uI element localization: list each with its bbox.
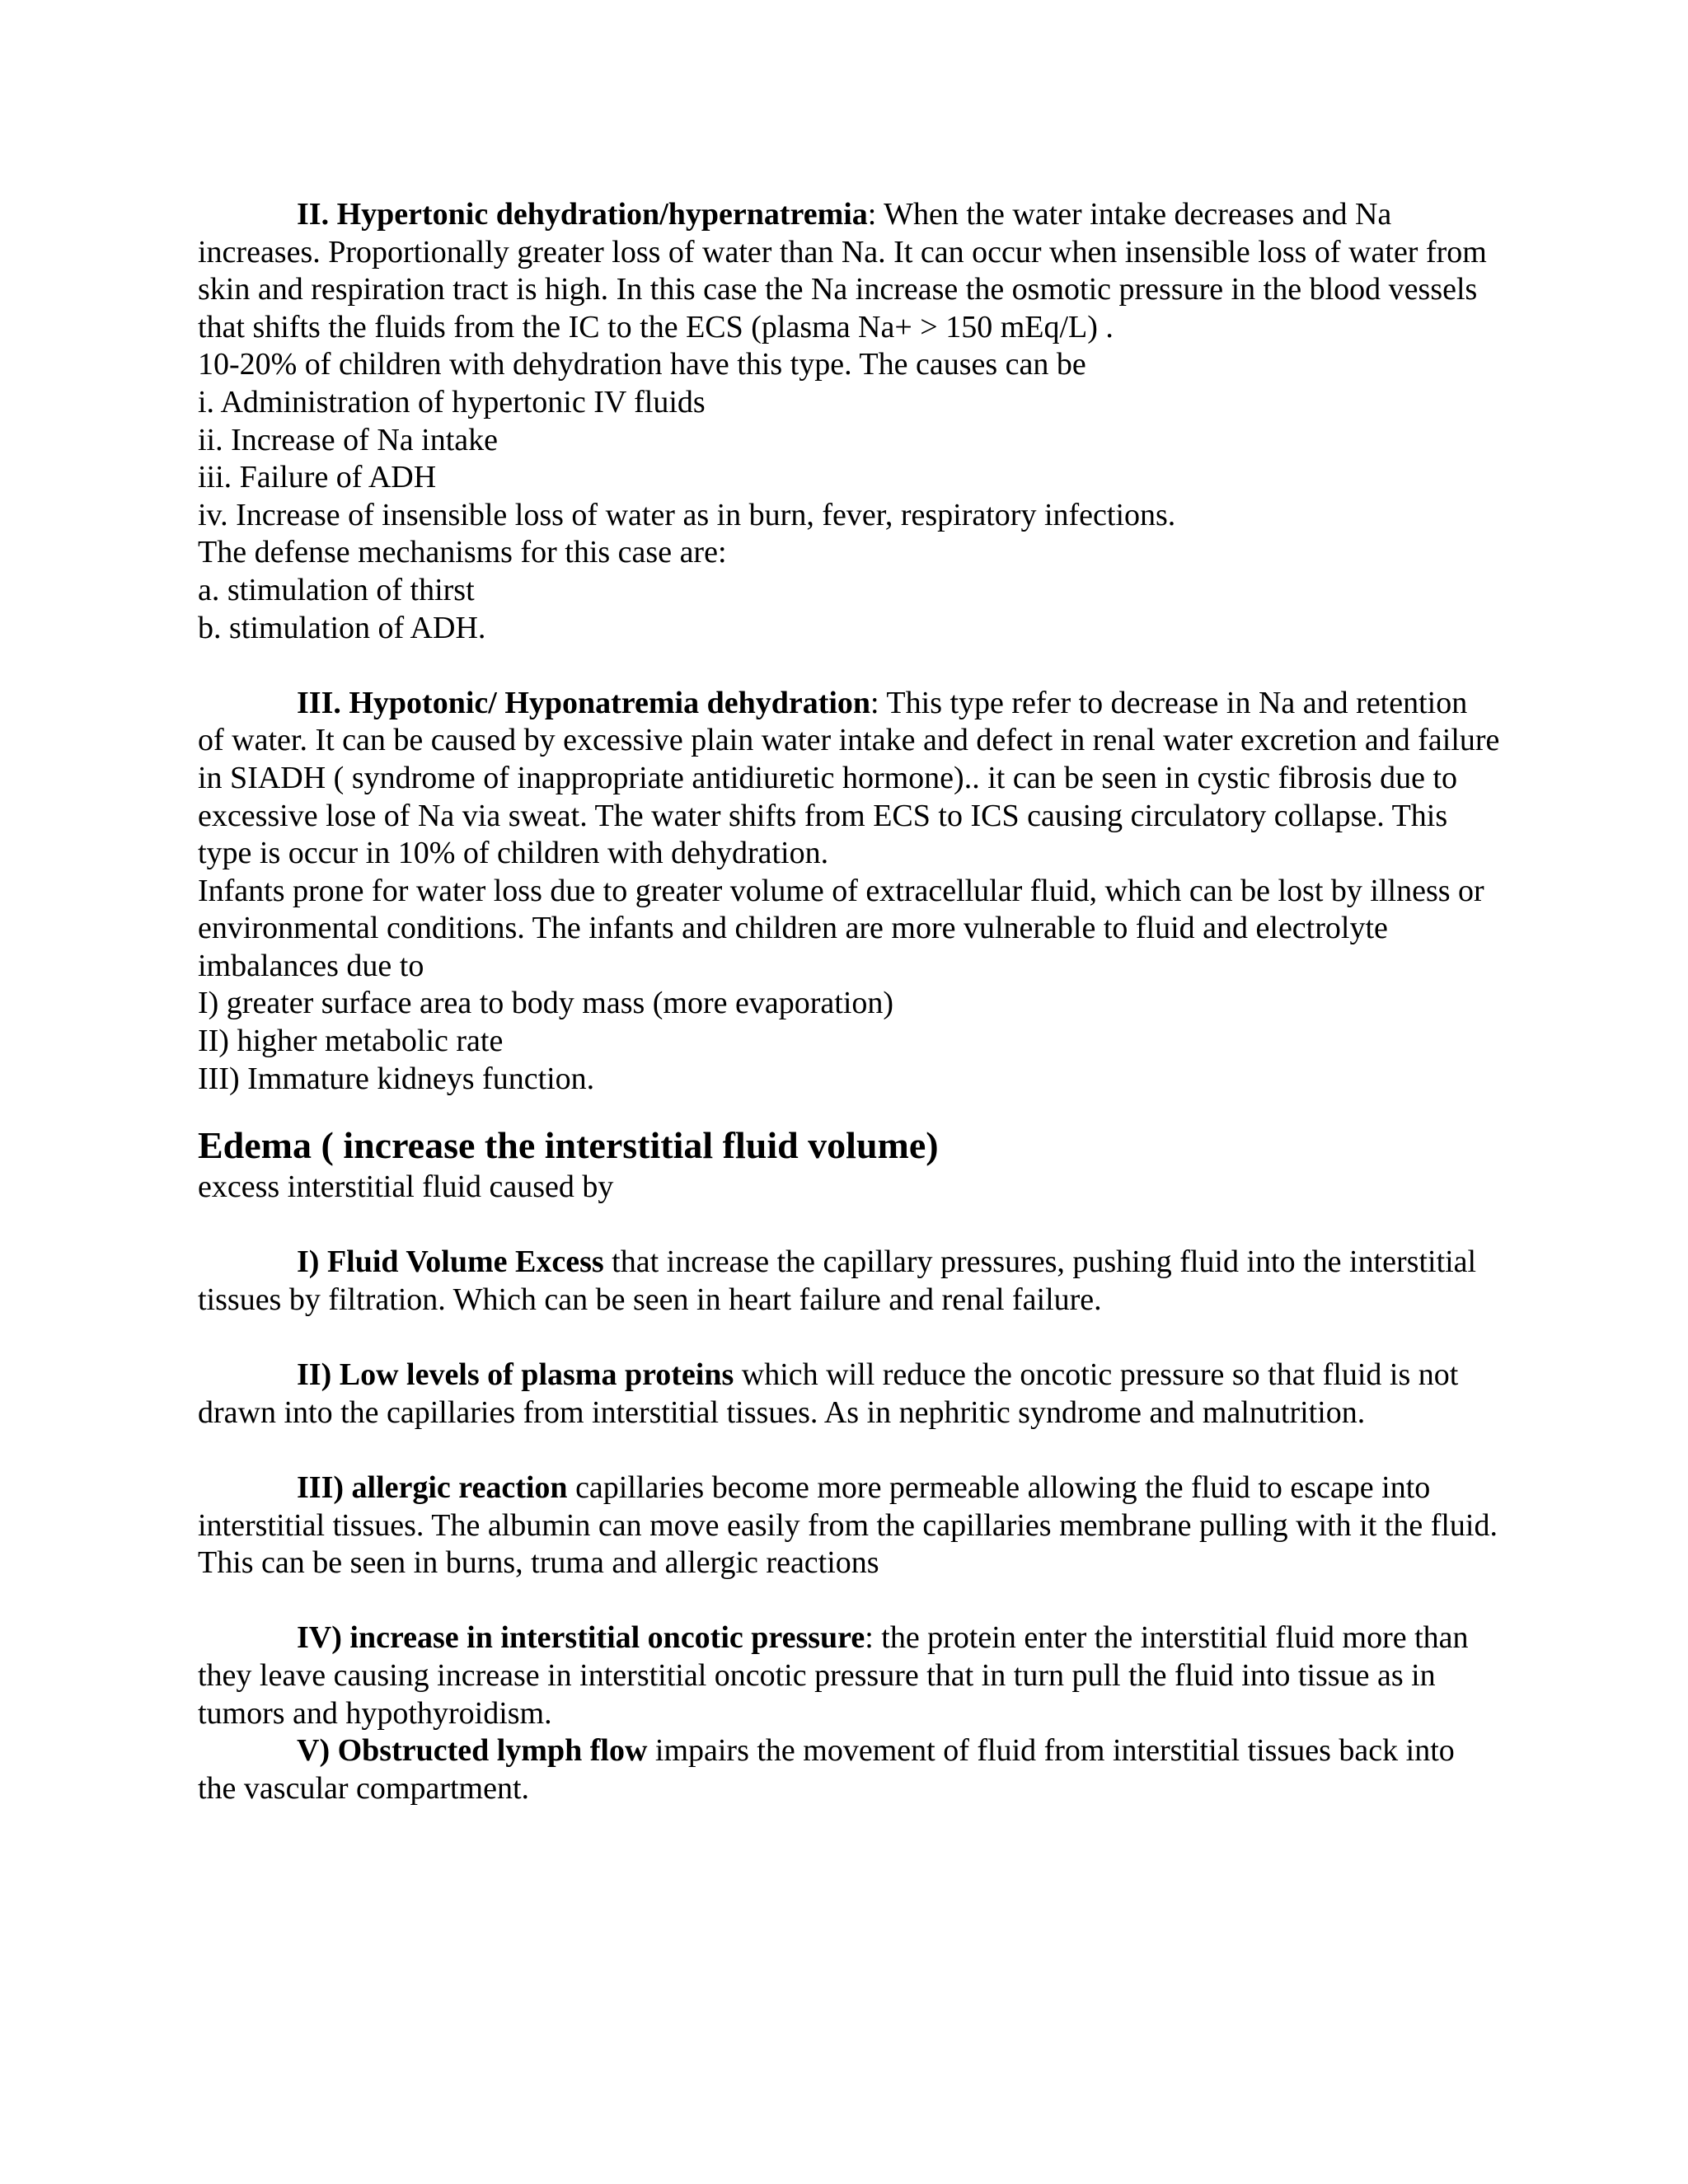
spacer: [198, 1319, 1500, 1357]
reason-item: II) higher metabolic rate: [198, 1024, 504, 1059]
reason-item: I) greater surface area to body mass (more evaporation): [198, 986, 894, 1021]
document-page: [198, 196, 1500, 1807]
spacer: [198, 1098, 1500, 1122]
spacer: [198, 647, 1500, 685]
spacer: [198, 1582, 1500, 1620]
edema-item: [198, 1732, 1500, 1807]
edema-item-text: that increase the capillary pressures, pushing fluid into the interstitial tissues by filtration. Which can be seen in heart failure and renal failure.: [198, 1244, 1477, 1318]
cause-item: iv. Increase of insensible loss of water as in burn, fever, respiratory infections.: [198, 497, 1176, 532]
hypertonic-causes-intro: 10-20% of children with dehydration have this type. The causes can be: [198, 347, 1086, 382]
hypotonic-heading: III. Hypotonic/ Hyponatremia dehydration: [297, 685, 871, 720]
hypertonic-heading: II. Hypertonic dehydration/hypernatremia: [297, 197, 868, 232]
hypertonic-paragraph: [198, 196, 1500, 346]
cause-item: i. Administration of hypertonic IV fluids: [198, 384, 706, 419]
edema-item-heading: IV) increase in interstitial oncotic pressure: [297, 1620, 865, 1656]
hypertonic-intro: : When the water intake decreases and Na increases. Proportionally greater loss of water than Na. It can occur when insensible loss of water from skin and respiration tract is high. In this case the Na increase the osmotic pressure in the blood vessels that shifts the fluids from the IC to the ECS (plasma Na+ > 150 mEq/L) .: [198, 197, 1487, 344]
hypotonic-intro: : This type refer to decrease in Na and retention of water. It can be caused by excessive plain water intake and defect in renal water excretion and failure in SIADH ( syndrome of inappropriate antidiuretic hormone).. it can be seen in cystic fibrosis due to excessive lose of Na via sweat. The water shifts from ECS to ICS causing circulatory collapse. This type is occur in 10% of children with dehydration.: [198, 685, 1500, 871]
cause-item: iii. Failure of ADH: [198, 460, 437, 495]
edema-item: [198, 1469, 1500, 1582]
edema-item-text: which will reduce the oncotic pressure so that fluid is not drawn into the capillaries from interstitial tissues. As in nephritic syndrome and malnutrition.: [198, 1357, 1459, 1430]
defense-item: a. stimulation of thirst: [198, 572, 475, 607]
edema-item-heading: III) allergic reaction: [297, 1470, 568, 1505]
spacer: [198, 1432, 1500, 1469]
defense-intro: The defense mechanisms for this case are:: [198, 535, 727, 570]
edema-item: [198, 1619, 1500, 1732]
edema-item-heading: II) Low levels of plasma proteins: [297, 1357, 734, 1393]
cause-item: ii. Increase of Na intake: [198, 422, 498, 457]
edema-item-heading: V) Obstructed lymph flow: [297, 1733, 648, 1769]
edema-item-heading: I) Fluid Volume Excess: [297, 1244, 604, 1280]
edema-subtitle: excess interstitial fluid caused by: [198, 1169, 614, 1205]
defense-item: b. stimulation of ADH.: [198, 610, 486, 645]
edema-item-text: capillaries become more permeable allowing the fluid to escape into interstitial tissues. The albumin can move easily from the capillaries membrane pulling with it the fluid. This can be seen in burns, truma and allergic reactions: [198, 1470, 1498, 1581]
edema-title: Edema ( increase the interstitial fluid volume): [198, 1124, 939, 1167]
edema-item-text: : the protein enter the interstitial fluid more than they leave causing increase in interstitial oncotic pressure that in turn pull the fluid into tissue as in tumors and hypothyroidism.: [198, 1620, 1469, 1731]
hypotonic-paragraph: [198, 685, 1500, 873]
edema-item: [198, 1357, 1500, 1432]
infants-paragraph: Infants prone for water loss due to greater volume of extracellular fluid, which can be lost by illness or environmental conditions. The infants and children are more vulnerable to fluid and electrolyte imbalances due to: [198, 873, 1484, 983]
spacer: [198, 1207, 1500, 1244]
reason-item: III) Immature kidneys function.: [198, 1061, 595, 1096]
edema-item: [198, 1244, 1500, 1319]
edema-item-text: impairs the movement of fluid from interstitial tissues back into the vascular compartment.: [198, 1733, 1455, 1806]
